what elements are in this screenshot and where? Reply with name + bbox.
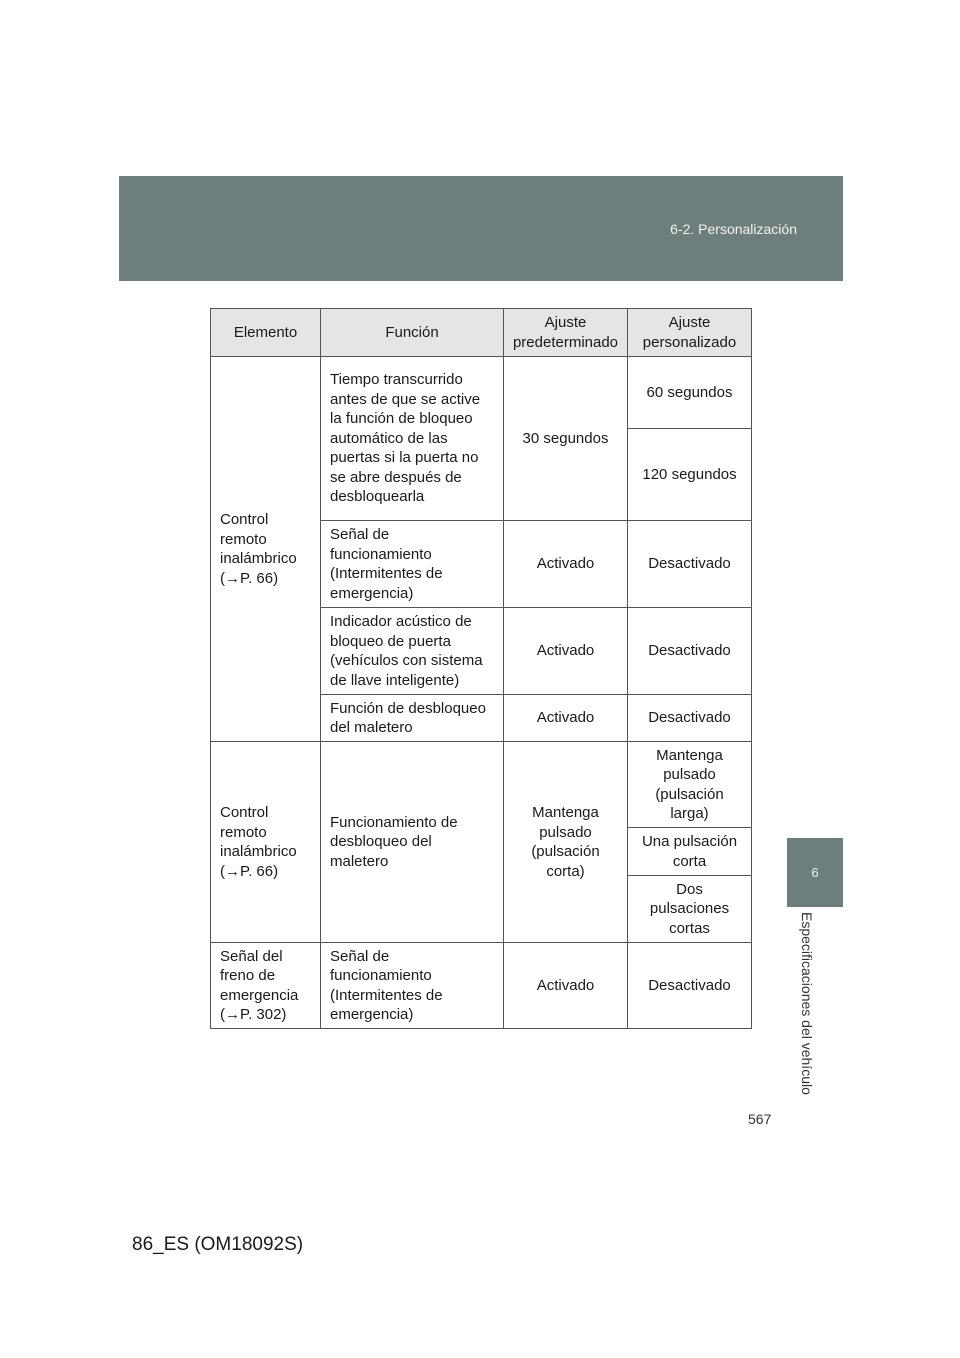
custom-cell: 120 segundos (628, 429, 752, 521)
custom-cell: Dos pulsaciones cortas (628, 876, 752, 943)
function-cell: Funcionamiento de desbloqueo del maletero (321, 742, 504, 943)
element-cell: Control remoto inalámbrico (→P. 66) (211, 357, 321, 742)
element-cell: Señal del freno de emergencia (→P. 302) (211, 943, 321, 1029)
function-cell: Señal de funcionamiento (Intermitentes de emergencia) (321, 521, 504, 608)
header-element: Elemento (211, 309, 321, 357)
custom-cell: Desactivado (628, 521, 752, 608)
default-cell: Activado (504, 695, 628, 742)
custom-cell: Una pulsación corta (628, 828, 752, 876)
table-header-row (211, 309, 752, 357)
header-custom: Ajuste personalizado (628, 309, 752, 357)
function-cell: Señal de funcionamiento (Intermitentes de emergencia) (321, 943, 504, 1029)
page-number: 567 (748, 1111, 772, 1127)
function-cell: Tiempo transcurrido antes de que se active la función de bloqueo automático de las puertas si la puerta no se abre después de desbloquearla (321, 357, 504, 521)
default-cell: Activado (504, 608, 628, 695)
custom-cell: Desactivado (628, 608, 752, 695)
header-band (119, 176, 843, 281)
customization-table (210, 308, 752, 1029)
section-title: 6-2. Personalización (670, 221, 797, 237)
table-row (211, 742, 752, 828)
function-cell: Función de desbloqueo del maletero (321, 695, 504, 742)
document-code: 86_ES (OM18092S) (132, 1234, 304, 1255)
table-row (211, 357, 752, 429)
header-function: Función (321, 309, 504, 357)
default-cell: Mantenga pulsado (pulsación corta) (504, 742, 628, 943)
table-row (211, 943, 752, 1029)
element-cell: Control remoto inalámbrico (→P. 66) (211, 742, 321, 943)
default-cell: 30 segundos (504, 357, 628, 521)
function-cell: Indicador acústico de bloqueo de puerta (vehículos con sistema de llave inteligente) (321, 608, 504, 695)
default-cell: Activado (504, 943, 628, 1029)
header-default: Ajuste predeterminado (504, 309, 628, 357)
custom-cell: 60 segundos (628, 357, 752, 429)
custom-cell: Desactivado (628, 943, 752, 1029)
custom-cell: Mantenga pulsado (pulsación larga) (628, 742, 752, 828)
custom-cell: Desactivado (628, 695, 752, 742)
chapter-label: Especificaciones del vehículo (799, 912, 815, 1095)
default-cell: Activado (504, 521, 628, 608)
chapter-tab: 6 (787, 838, 843, 907)
